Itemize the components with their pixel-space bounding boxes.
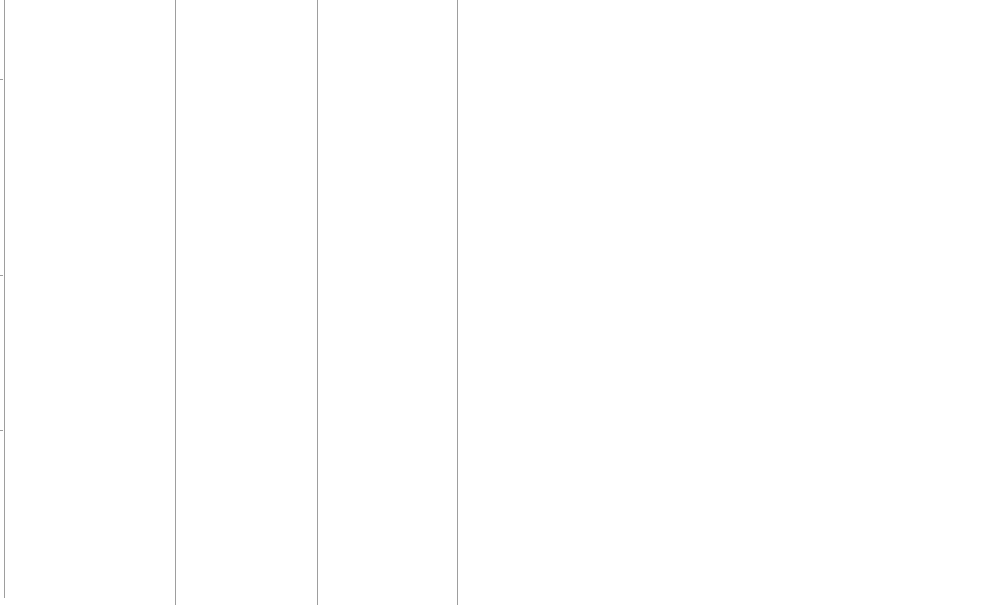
grid-tick	[0, 275, 3, 276]
grid-tick	[0, 79, 3, 80]
grid-line	[175, 0, 176, 605]
day-cell[interactable]	[5, 0, 175, 598]
grid-line	[457, 0, 458, 605]
grid-line	[317, 0, 318, 605]
date-cell[interactable]	[176, 0, 317, 598]
grid-line	[4, 0, 5, 598]
grid-tick	[0, 430, 3, 431]
